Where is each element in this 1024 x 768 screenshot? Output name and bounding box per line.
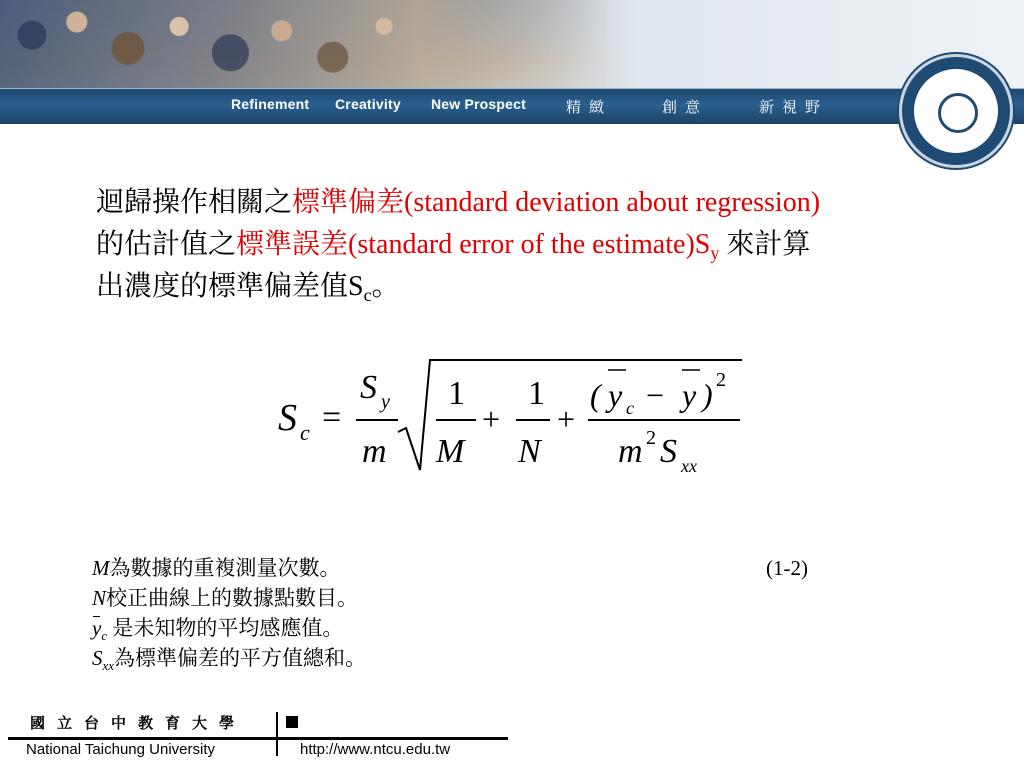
formula-den-m2: m <box>618 433 643 470</box>
term-standard-deviation-en: (standard deviation about regression) <box>404 187 821 218</box>
formula-paren-close: ) <box>702 377 713 413</box>
formula-plus-1: + <box>482 401 501 437</box>
seal-core <box>938 93 978 133</box>
formula-paren-open: ( <box>590 377 601 413</box>
main-paragraph <box>96 182 986 308</box>
paragraph-line-1 <box>96 182 986 224</box>
formula-den-S-sub: xx <box>681 456 697 476</box>
formula-den-exp: 2 <box>646 427 656 449</box>
line3-text: 出濃度的標準偏差值S <box>96 271 364 302</box>
paragraph-line-3 <box>96 266 986 308</box>
formula-plus-2: + <box>557 401 576 437</box>
footer-university-en: National Taichung University <box>26 741 215 758</box>
footer-square-icon <box>286 716 298 728</box>
term-standard-error-subscript: y <box>710 243 720 263</box>
footer-url-link[interactable]: http://www.ntcu.edu.tw <box>300 741 451 758</box>
formula-lhs: S <box>278 397 297 439</box>
note-Sxx-sub: xx <box>102 658 115 673</box>
slogan-cn-new-prospect: 新視野 <box>759 99 829 116</box>
note-N-var: N <box>92 586 107 610</box>
formula-den-m: m <box>362 433 387 470</box>
formula-N: N <box>518 433 541 470</box>
note-M-text: 為數據的重複測量次數。 <box>109 556 341 580</box>
slogan-new-prospect: New Prospect <box>431 96 526 112</box>
formula-y-c: y <box>608 377 623 413</box>
formula-minus: − <box>646 377 665 413</box>
formula-one-a: 1 <box>448 375 465 412</box>
slogan-cn-refinement: 精緻 <box>566 99 613 116</box>
note-yc <box>92 613 366 643</box>
header-photo-banner <box>0 0 1024 88</box>
formula-M: M <box>436 433 465 470</box>
note-yc-var: y <box>92 613 101 643</box>
note-N <box>92 583 366 613</box>
note-M-var: M <box>92 556 110 580</box>
line2-tail: 來計算 <box>719 229 811 260</box>
formula-exponent: 2 <box>716 369 726 391</box>
line1-text: 迴歸操作相關之 <box>96 187 293 218</box>
formula-equals: = <box>322 399 342 436</box>
formula-one-b: 1 <box>528 375 545 412</box>
note-M <box>92 553 366 583</box>
term-standard-deviation: 標準偏差 <box>292 187 405 218</box>
crowd-photo <box>0 0 640 88</box>
note-N-text: 校正曲線上的數據點數目。 <box>106 586 359 610</box>
seal-ring <box>912 67 1000 155</box>
formula-den-S: S <box>660 433 677 470</box>
paragraph-line-2 <box>96 224 986 266</box>
equation-number: (1-2) <box>766 556 808 580</box>
term-standard-error-en: (standard error of the estimate)S <box>348 229 711 260</box>
note-Sxx-var: S <box>92 646 103 670</box>
slogan-creativity: Creativity <box>335 96 401 112</box>
footer-rule <box>8 737 508 740</box>
formula-num-sub: y <box>381 391 390 413</box>
formula-y-c-sub: c <box>626 398 634 418</box>
line3-subscript: c <box>363 285 372 305</box>
variable-notes <box>92 553 366 673</box>
formula-sc <box>270 350 770 490</box>
note-yc-text: 是未知物的平均感應值。 <box>107 616 344 640</box>
footer-university-cn: 國立台中教育大學 <box>30 714 247 732</box>
note-Sxx-text: 為標準偏差的平方值總和。 <box>114 646 367 670</box>
slogan-refinement: Refinement <box>231 96 310 112</box>
note-yc-sub: c <box>101 628 108 643</box>
university-seal-icon <box>899 54 1013 168</box>
footer-divider-vertical <box>276 712 278 756</box>
line2-text: 的估計值之 <box>96 229 237 260</box>
slogan-cn-creativity: 創意 <box>662 99 709 116</box>
formula-lhs-sub: c <box>300 420 310 445</box>
line3-tail: 。 <box>371 271 400 302</box>
term-standard-error: 標準誤差 <box>236 229 349 260</box>
formula-num-s: S <box>360 369 377 406</box>
formula-y-mean: y <box>682 377 697 413</box>
note-Sxx <box>92 643 366 673</box>
